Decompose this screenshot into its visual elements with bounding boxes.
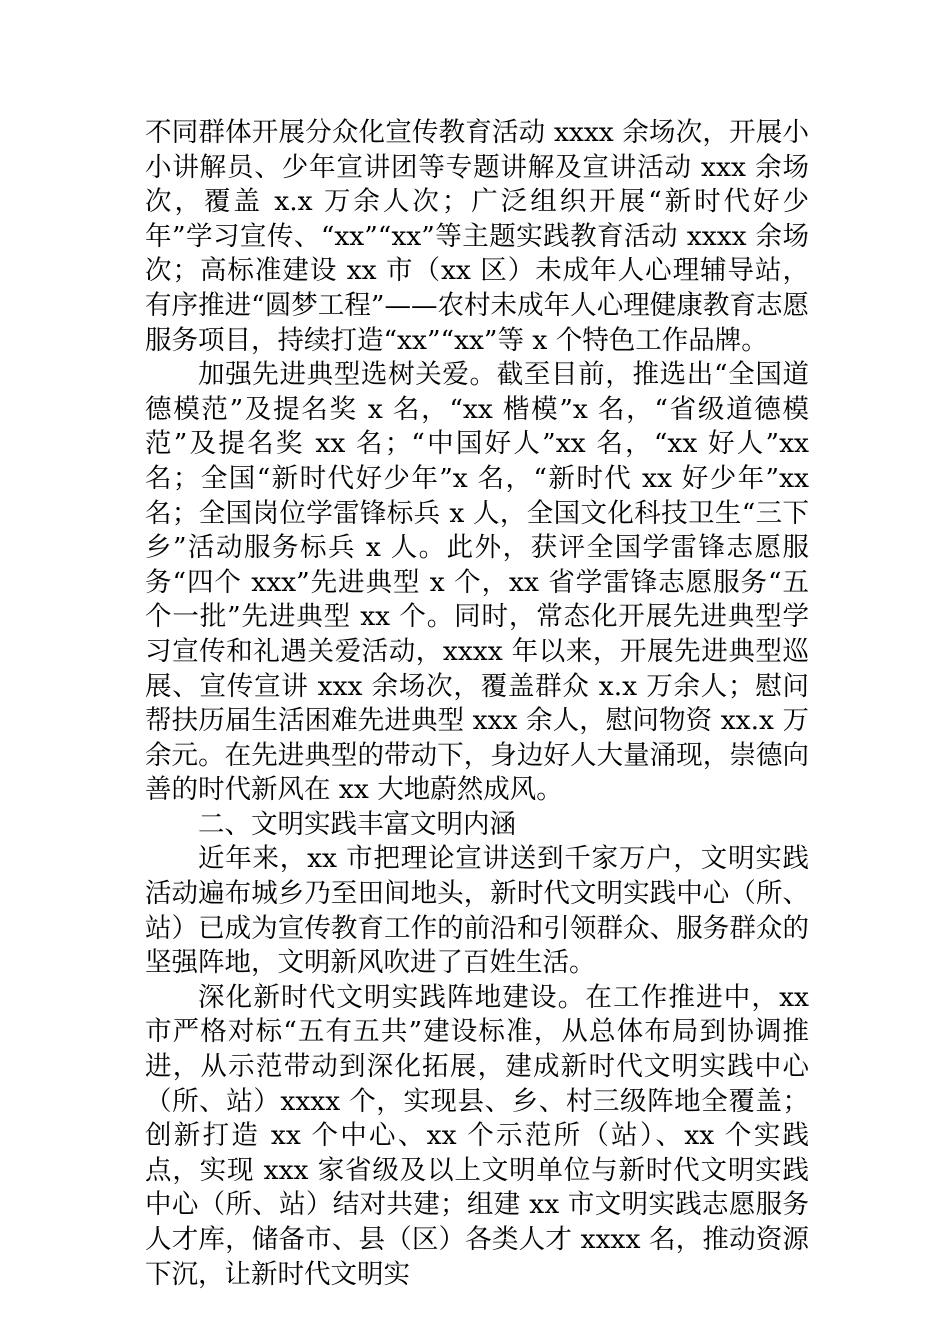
- paragraph-practice-positions: 深化新时代文明实践阵地建设。在工作推进中，xx 市严格对标“五有五共”建设标准，从总体布局到协调推进，从示范带动到深化拓展，建成新时代文明实践中心（所、站）xxxx 个，实现县、乡、村三级阵地全覆盖；创新打造 xx 个中心、xx 个示范所（站）、xx 个实践点，实现 xxx 家省级及以上文明单位与新时代文明实践中心（所、站）结对共建；组建 xx 市文明实践志愿服务人才库，储备市、县（区）各类人才 xxxx 名，推动资源下沉，让新时代文明实: [145, 981, 809, 1290]
- paragraph-civilization-practice: 近年来，xx 市把理论宣讲送到千家万户，文明实践活动遍布城乡乃至田间地头，新时代文明实践中心（所、站）已成为宣传教育工作的前沿和引领群众、服务群众的坚强阵地，文明新风吹进了百姓生活。: [145, 843, 809, 979]
- document-body: [145, 116, 809, 1292]
- paragraph-advanced-models: 加强先进典型选树关爱。截至目前，推选出“全国道德模范”及提名奖 x 名，“xx 楷模”x 名，“省级道德模范”及提名奖 xx 名；“中国好人”xx 名，“xx 好人”xx 名；全国“新时代好少年”x 名，“新时代 xx 好少年”xx 名；全国岗位学雷锋标兵 x 人，全国文化科技卫生“三下乡”活动服务标兵 x 人。此外，获评全国学雷锋志愿服务“四个 xxx”先进典型 x 个，xx 省学雷锋志愿服务“五个一批”先进典型 xx 个。同时，常态化开展先进典型学习宣传和礼遇关爱活动，xxxx 年以来，开展先进典型巡展、宣传宣讲 xxx 余场次，覆盖群众 x.x 万余人；慰问帮扶历届生活困难先进典型 xxx 余人，慰问物资 xx.x 万余元。在先进典型的带动下，身边好人大量涌现，崇德向善的时代新风在 xx 大地蔚然成风。: [145, 359, 809, 806]
- section-heading: 二、文明实践丰富文明内涵: [198, 808, 516, 840]
- paragraph-continuation: 不同群体开展分众化宣传教育活动 xxxx 余场次，开展小小讲解员、少年宣讲团等专题讲解及宣讲活动 xxx 余场次，覆盖 x.x 万余人次；广泛组织开展“新时代好少年”学习宣传、“xx”“xx”等主题实践教育活动 xxxx 余场次；高标准建设 xx 市（xx 区）未成年人心理辅导站，有序推进“圆梦工程”——农村未成年人心理健康教育志愿服务项目，持续打造“xx”“xx”等 x 个特色工作品牌。: [145, 117, 809, 356]
